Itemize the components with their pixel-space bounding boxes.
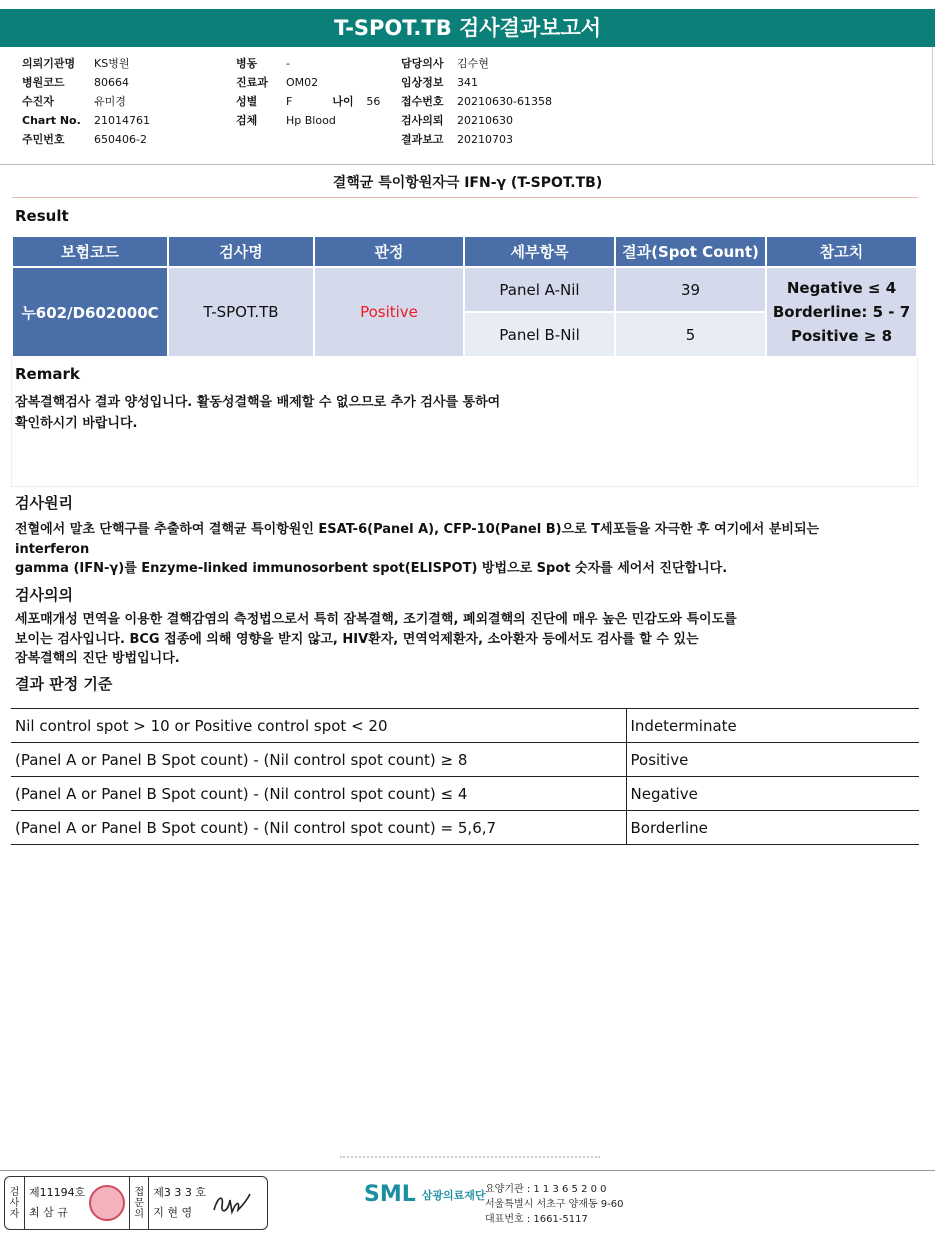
- significance-line: 잠복결핵의 진단 방법입니다.: [15, 651, 180, 666]
- significance-line: 세포매개성 면역을 이용한 결핵감염의 측정법으로서 특히 잠복결핵, 조기결핵, 폐외결핵의 진단에 매우 높은 민감도와 특이도를: [15, 612, 737, 627]
- info-row-hospital-code: [22, 73, 150, 92]
- divider: [932, 47, 933, 165]
- info-value: -: [286, 57, 290, 70]
- info-value: 20210703: [457, 133, 513, 146]
- info-row-resident-no: [22, 130, 150, 149]
- info-label: 성별: [236, 95, 258, 108]
- info-label: 수진자: [22, 95, 54, 108]
- role-char: 접: [134, 1186, 145, 1198]
- signature-box: [4, 1176, 268, 1230]
- remark-line: 잠복결핵검사 결과 양성입니다. 활동성결핵을 배제할 수 없으므로 추가 검사를 통하여: [15, 395, 501, 410]
- info-row-institution: [22, 54, 150, 73]
- criteria-row: [11, 743, 919, 777]
- spot-count-panel-a: 39: [616, 268, 765, 311]
- info-label: 진료과: [236, 76, 268, 89]
- info-label: 임상정보: [401, 76, 444, 89]
- info-value: 20210630: [457, 114, 513, 127]
- info-column-1: [22, 54, 150, 149]
- info-row-department: [236, 73, 380, 92]
- sub-item-panel-a: Panel A-Nil: [465, 268, 614, 311]
- info-value: 650406-2: [94, 133, 147, 146]
- info-label: 주민번호: [22, 133, 65, 146]
- significance-line: 보이는 검사입니다. BCG 접종에 의해 영향을 받지 않고, HIV환자, 면역억제환자, 소아환자 등에서도 검사를 할 수 있는: [15, 631, 699, 647]
- info-value: 20210630-61358: [457, 95, 552, 108]
- criteria-row: [11, 811, 919, 845]
- info-row-request-date: [401, 111, 552, 130]
- info-value: OM02: [286, 76, 319, 89]
- header-sub-item: 세부항목: [465, 237, 614, 266]
- info-row-patient: [22, 92, 150, 111]
- header-test-name: 검사명: [169, 237, 313, 266]
- info-value: Hp Blood: [286, 114, 336, 127]
- principle-line: gamma (IFN-γ)를 Enzyme-linked immunosorbent spot(ELISPOT) 방법으로 Spot 숫자를 세어서 진단합니다.: [15, 561, 728, 576]
- info-label: Chart No.: [22, 114, 81, 127]
- info-label: 접수번호: [401, 95, 444, 108]
- remark-line: 확인하시기 바랍니다.: [15, 416, 138, 431]
- signer-role-vertical: [129, 1177, 149, 1229]
- criteria-result: Indeterminate: [626, 709, 919, 743]
- criteria-condition: (Panel A or Panel B Spot count) - (Nil control spot count) ≤ 4: [11, 777, 626, 811]
- age-label: 나이: [332, 95, 354, 108]
- role-char: 의: [134, 1208, 145, 1220]
- section-title: 결핵균 특이항원자극 IFN-γ (T-SPOT.TB): [332, 175, 603, 191]
- judgement-value: Positive: [315, 268, 463, 356]
- handwritten-signature-icon: [210, 1188, 254, 1218]
- criteria-row: [11, 709, 919, 743]
- result-table: [11, 235, 918, 358]
- principle-line: interferon: [15, 541, 90, 557]
- report-title: T-SPOT.TB 검사결과보고서: [0, 9, 935, 47]
- info-value: KS병원: [94, 57, 130, 70]
- info-row-doctor: [401, 54, 552, 73]
- logo-name: 삼광의료재단: [421, 1188, 486, 1202]
- address-line: 대표번호 : 1661-5117: [485, 1214, 588, 1225]
- info-row-specimen: [236, 111, 380, 130]
- info-column-3: [401, 54, 552, 149]
- role-char: 자: [9, 1208, 20, 1220]
- result-header-row: [13, 237, 916, 266]
- criteria-condition: Nil control spot > 10 or Positive control spot < 20: [11, 709, 626, 743]
- criteria-condition: (Panel A or Panel B Spot count) - (Nil control spot count) = 5,6,7: [11, 811, 626, 845]
- info-label: 검체: [236, 114, 258, 127]
- info-value: 유미경: [94, 95, 126, 108]
- header-insurance-code: 보험코드: [13, 237, 167, 266]
- signer-2-license: 제3 3 3 호: [153, 1186, 206, 1199]
- divider: [12, 197, 918, 198]
- info-value: F: [286, 95, 293, 108]
- result-label: Result: [15, 207, 69, 225]
- lab-address: [485, 1182, 624, 1227]
- signer-1-name: 최 삼 규: [29, 1206, 68, 1219]
- criteria-condition: (Panel A or Panel B Spot count) - (Nil control spot count) ≥ 8: [11, 743, 626, 777]
- criteria-result: Positive: [626, 743, 919, 777]
- test-name: T-SPOT.TB: [169, 268, 313, 356]
- info-value: 21014761: [94, 114, 150, 127]
- criteria-row: [11, 777, 919, 811]
- signer-1: [25, 1177, 89, 1229]
- info-label: 병동: [236, 57, 258, 70]
- significance-text: [15, 610, 895, 669]
- address-line: 요양기관 : 1 1 3 6 5 2 0 0: [485, 1184, 607, 1195]
- role-char: 검: [9, 1186, 20, 1198]
- logo-mark: SML: [364, 1182, 416, 1207]
- significance-label: 검사의의: [15, 586, 73, 604]
- role-char: 사: [9, 1197, 20, 1209]
- reference-line: Borderline: 5 - 7: [772, 303, 911, 321]
- reference-range: [767, 268, 916, 356]
- remark-text: [15, 392, 635, 434]
- header-reference: 참고치: [767, 237, 916, 266]
- info-label: 결과보고: [401, 133, 444, 146]
- age-value: 56: [366, 95, 381, 108]
- reference-line: Positive ≥ 8: [790, 327, 893, 345]
- info-value: 김수현: [457, 57, 489, 70]
- info-value: 341: [457, 76, 478, 89]
- header-spot-count: 결과(Spot Count): [616, 237, 765, 266]
- info-row-ward: [236, 54, 380, 73]
- info-label: 병원코드: [22, 76, 65, 89]
- spot-count-panel-b: 5: [616, 313, 765, 356]
- info-label: 의뢰기관명: [22, 57, 76, 70]
- reference-line: Negative ≤ 4: [786, 279, 897, 297]
- principle-label: 검사원리: [15, 494, 73, 512]
- info-label: 검사의뢰: [401, 114, 444, 127]
- info-row-receipt-no: [401, 92, 552, 111]
- principle-line: 전혈에서 말초 단핵구를 추출하여 결핵균 특이항원인 ESAT-6(Panel A), CFP-10(Panel B)으로 T세포들을 자극한 후 여기에서 분비되는: [15, 522, 820, 537]
- signer-2: [149, 1177, 210, 1229]
- criteria-result: Borderline: [626, 811, 919, 845]
- address-line: 서울특별시 서초구 양재동 9-60: [485, 1199, 624, 1210]
- criteria-table: [11, 708, 919, 845]
- info-label: 담당의사: [401, 57, 444, 70]
- cutoff-text-fragment: [340, 1156, 600, 1158]
- info-row-sex-age: [236, 92, 380, 111]
- criteria-label: 결과 판정 기준: [15, 675, 113, 693]
- result-row: [13, 268, 916, 311]
- seal-stamp-icon: [89, 1185, 125, 1221]
- signer-role-vertical: [5, 1177, 25, 1229]
- role-char: 문: [134, 1197, 145, 1209]
- info-row-clinical-info: [401, 73, 552, 92]
- header-judgement: 판정: [315, 237, 463, 266]
- lab-logo: [364, 1182, 486, 1207]
- info-row-report-date: [401, 130, 552, 149]
- info-value: 80664: [94, 76, 129, 89]
- principle-text: [15, 520, 895, 579]
- sub-item-panel-b: Panel B-Nil: [465, 313, 614, 356]
- info-column-2: [236, 54, 380, 130]
- remark-label: Remark: [15, 365, 80, 383]
- divider: [0, 164, 935, 165]
- divider: [0, 1170, 935, 1171]
- signer-2-name: 지 현 영: [153, 1206, 193, 1219]
- insurance-code: 누602/D602000C: [13, 268, 167, 356]
- info-row-chart-no: [22, 111, 150, 130]
- signer-1-license: 제11194호: [29, 1186, 86, 1199]
- criteria-result: Negative: [626, 777, 919, 811]
